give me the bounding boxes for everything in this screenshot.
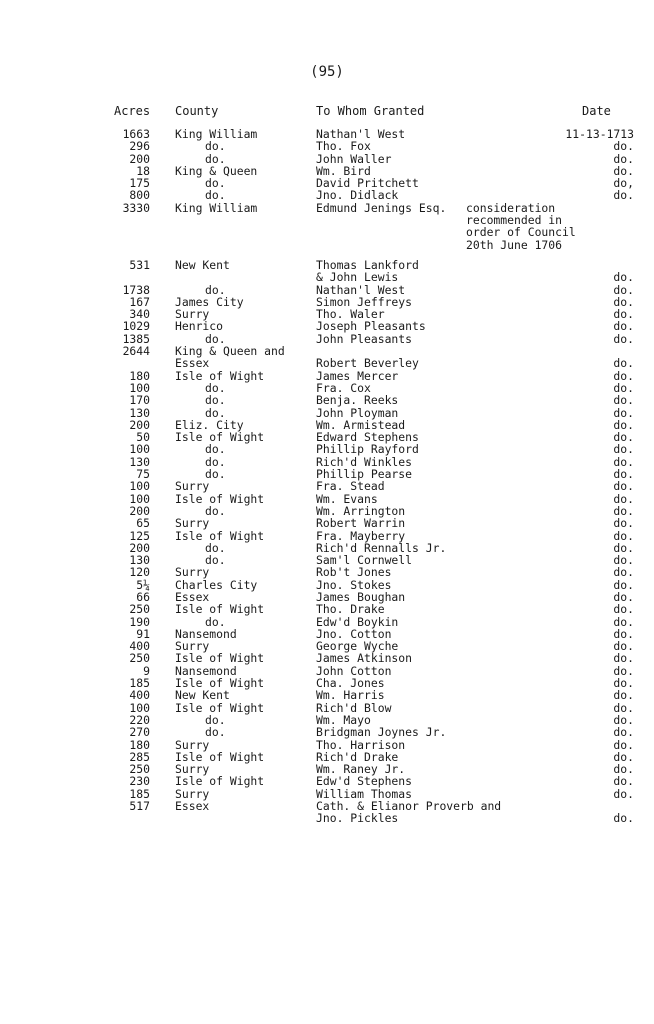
date-cell: do. xyxy=(613,639,634,654)
table-row xyxy=(0,775,654,787)
date-cell: do. xyxy=(613,786,634,801)
grantee-cell: Wm. Bird xyxy=(316,163,371,178)
date-cell: do. xyxy=(613,712,634,727)
county-cell: do. xyxy=(205,540,226,555)
acres-cell: 100 xyxy=(129,479,150,494)
date-cell: do. xyxy=(613,651,634,666)
grantee-cell: Phillip Rayford xyxy=(316,442,419,457)
table-row xyxy=(0,530,654,542)
grantee-cell: Wm. Armistead xyxy=(316,417,406,432)
county-cell: do. xyxy=(205,331,226,346)
date-cell: do. xyxy=(613,393,634,408)
grantee-cell: Rob't Jones xyxy=(316,565,392,580)
table-row xyxy=(0,189,654,201)
grantee-cell: Fra. Cox xyxy=(316,380,371,395)
acres-cell: 3330 xyxy=(122,200,150,215)
header-grantee: To Whom Granted xyxy=(316,104,425,118)
county-cell: Isle of Wight xyxy=(175,602,265,617)
grantee-cell: Robert Warrin xyxy=(316,516,406,531)
date-cell: do. xyxy=(613,577,634,592)
grantee-cell: Robert Beverley xyxy=(316,356,419,371)
county-cell: Isle of Wight xyxy=(175,368,265,383)
grantee-cell: Benja. Reeks xyxy=(316,393,399,408)
county-cell: New Kent xyxy=(175,257,230,272)
county-cell: do. xyxy=(205,614,226,629)
table-row xyxy=(0,726,654,738)
county-cell: do. xyxy=(205,139,226,154)
acres-cell: 100 xyxy=(129,442,150,457)
grantee-cell: Edward Stephens xyxy=(316,430,419,445)
date-cell: do. xyxy=(613,491,634,506)
county-cell: Isle of Wight xyxy=(175,491,265,506)
consideration-note: consideration xyxy=(466,200,556,215)
table-row xyxy=(0,443,654,455)
grantee-cell: Rich'd Rennalls Jr. xyxy=(316,540,447,555)
county-cell: Surry xyxy=(175,762,210,777)
grantee-cell: James Boughan xyxy=(316,589,406,604)
county-cell: do. xyxy=(205,503,226,518)
table-row xyxy=(0,739,654,751)
acres-cell: 190 xyxy=(129,614,150,629)
date-cell: do. xyxy=(613,565,634,580)
acres-cell: 100 xyxy=(129,491,150,506)
date-cell: do. xyxy=(613,700,634,715)
grantee-cell: Edw'd Stephens xyxy=(316,774,413,789)
county-cell: do. xyxy=(205,405,226,420)
county-cell: do. xyxy=(205,151,226,166)
county-cell: Surry xyxy=(175,307,210,322)
acres-cell: 250 xyxy=(129,651,150,666)
date-cell: do. xyxy=(613,467,634,482)
date-cell: do. xyxy=(613,626,634,641)
date-cell: do. xyxy=(613,774,634,789)
date-cell: do. xyxy=(613,319,634,334)
date-cell: do. xyxy=(613,454,634,469)
grantee-cell: Jno. Pickles xyxy=(316,811,399,826)
date-cell: do. xyxy=(613,663,634,678)
acres-cell: 130 xyxy=(129,454,150,469)
acres-cell: 170 xyxy=(129,393,150,408)
header-acres: Acres xyxy=(114,104,151,118)
acres-cell: 180 xyxy=(129,368,150,383)
date-cell: do. xyxy=(613,188,634,203)
date-cell: do. xyxy=(613,282,634,297)
acres-cell: 230 xyxy=(129,774,150,789)
county-cell: Essex xyxy=(175,799,210,814)
date-cell: do. xyxy=(613,553,634,568)
grantee-cell: Nathan'l West xyxy=(316,282,406,297)
grantee-cell: Joseph Pleasants xyxy=(316,319,426,334)
acres-cell: 200 xyxy=(129,417,150,432)
date-cell: do. xyxy=(613,737,634,752)
acres-cell: 250 xyxy=(129,602,150,617)
county-cell: Isle of Wight xyxy=(175,528,265,543)
table-row xyxy=(0,271,654,283)
grantee-cell: John Ployman xyxy=(316,405,399,420)
acres-cell: 1385 xyxy=(122,331,150,346)
acres-cell: 296 xyxy=(129,139,150,154)
table-row xyxy=(0,480,654,492)
header-county: County xyxy=(175,104,219,118)
date-cell: do. xyxy=(613,331,634,346)
county-cell: Essex xyxy=(175,356,210,371)
grantee-cell: Jno. Stokes xyxy=(316,577,392,592)
date-cell: do. xyxy=(613,602,634,617)
acres-cell: 167 xyxy=(129,294,150,309)
county-cell: do. xyxy=(205,553,226,568)
county-cell: do. xyxy=(205,188,226,203)
table-row xyxy=(0,566,654,578)
acres-cell: 75 xyxy=(136,467,150,482)
county-cell: New Kent xyxy=(175,688,230,703)
acres-cell: 185 xyxy=(129,676,150,691)
grantee-cell: Edmund Jenings Esq. xyxy=(316,200,447,215)
county-cell: do. xyxy=(205,454,226,469)
grant-table xyxy=(0,128,654,825)
grantee-cell: Tho. Waler xyxy=(316,307,385,322)
date-cell: do. xyxy=(613,151,634,166)
county-cell: King William xyxy=(175,127,258,141)
county-cell: do. xyxy=(205,712,226,727)
grantee-cell: Bridgman Joynes Jr. xyxy=(316,725,447,740)
table-row xyxy=(0,517,654,529)
acres-cell: 200 xyxy=(129,151,150,166)
grantee-cell: Wm. Mayo xyxy=(316,712,371,727)
acres-cell: 340 xyxy=(129,307,150,322)
date-cell: do. xyxy=(613,688,634,703)
date-cell: do. xyxy=(613,442,634,457)
county-cell: Isle of Wight xyxy=(175,676,265,691)
date-cell: do. xyxy=(613,811,634,826)
acres-cell: 100 xyxy=(129,380,150,395)
acres-cell: 9 xyxy=(143,663,150,678)
date-cell: do. xyxy=(613,417,634,432)
grantee-cell: James Atkinson xyxy=(316,651,413,666)
grantee-cell: George Wyche xyxy=(316,639,399,654)
table-row xyxy=(0,652,654,664)
date-cell: do. xyxy=(613,405,634,420)
table-row xyxy=(0,394,654,406)
grantee-cell: Edw'd Boykin xyxy=(316,614,399,629)
county-cell: Nansemond xyxy=(175,663,237,678)
acres-cell: 18 xyxy=(136,163,150,178)
acres-cell: 65 xyxy=(136,516,150,531)
acres-cell: 175 xyxy=(129,176,150,191)
date-cell: do. xyxy=(613,589,634,604)
acres-cell: 130 xyxy=(129,553,150,568)
grantee-cell: James Mercer xyxy=(316,368,399,383)
grantee-cell: John Waller xyxy=(316,151,392,166)
table-row xyxy=(0,407,654,419)
grantee-cell: Thomas Lankford xyxy=(316,257,419,272)
grantee-cell: Rich'd Blow xyxy=(316,700,392,715)
acres-cell: 5¼ xyxy=(136,577,150,592)
date-cell: do. xyxy=(613,479,634,494)
date-cell: do, xyxy=(613,176,634,191)
grantee-cell: Fra. Stead xyxy=(316,479,385,494)
county-cell: Charles City xyxy=(175,577,258,592)
acres-cell: 220 xyxy=(129,712,150,727)
county-cell: do. xyxy=(205,442,226,457)
county-cell: Isle of Wight xyxy=(175,749,265,764)
grantee-cell: Rich'd Drake xyxy=(316,749,399,764)
county-cell: do. xyxy=(205,380,226,395)
date-cell: do. xyxy=(613,540,634,555)
date-cell: do. xyxy=(613,380,634,395)
county-cell: Surry xyxy=(175,639,210,654)
date-cell: do. xyxy=(613,270,634,285)
acres-cell: 400 xyxy=(129,639,150,654)
grantee-cell: Wm. Raney Jr. xyxy=(316,762,406,777)
grantee-cell: Tho. Fox xyxy=(316,139,371,154)
acres-cell: 1663 xyxy=(122,127,150,141)
county-cell: do. xyxy=(205,725,226,740)
county-cell: Isle of Wight xyxy=(175,651,265,666)
header-date: Date xyxy=(582,104,611,118)
date-cell: do. xyxy=(613,163,634,178)
table-row xyxy=(0,333,654,345)
acres-cell: 200 xyxy=(129,540,150,555)
date-cell: do. xyxy=(613,307,634,322)
table-row xyxy=(0,226,654,238)
table-row xyxy=(0,603,654,615)
acres-cell: 50 xyxy=(136,430,150,445)
date-cell: do. xyxy=(613,430,634,445)
county-cell: Surry xyxy=(175,479,210,494)
table-row xyxy=(0,239,654,251)
acres-cell: 100 xyxy=(129,700,150,715)
grantee-cell: Tho. Drake xyxy=(316,602,385,617)
acres-cell: 517 xyxy=(129,799,150,814)
table-row xyxy=(0,357,654,369)
table-row xyxy=(0,320,654,332)
date-cell: 11-13-1713 xyxy=(565,127,634,141)
county-cell: Eliz. City xyxy=(175,417,244,432)
county-cell: Essex xyxy=(175,589,210,604)
page-number: (95) xyxy=(310,64,344,80)
date-cell: do. xyxy=(613,503,634,518)
acres-cell: 120 xyxy=(129,565,150,580)
acres-cell: 285 xyxy=(129,749,150,764)
acres-cell: 185 xyxy=(129,786,150,801)
acres-cell: 531 xyxy=(129,257,150,272)
table-row xyxy=(0,812,654,824)
grantee-cell: John Cotton xyxy=(316,663,392,678)
acres-cell: 1738 xyxy=(122,282,150,297)
county-cell: Surry xyxy=(175,565,210,580)
grantee-cell: Wm. Evans xyxy=(316,491,378,506)
acres-cell: 91 xyxy=(136,626,150,641)
grantee-cell: John Pleasants xyxy=(316,331,413,346)
acres-cell: 66 xyxy=(136,589,150,604)
county-cell: Isle of Wight xyxy=(175,430,265,445)
county-cell: Isle of Wight xyxy=(175,700,265,715)
acres-cell: 130 xyxy=(129,405,150,420)
grantee-cell: Rich'd Winkles xyxy=(316,454,413,469)
grantee-cell: Jno. Cotton xyxy=(316,626,392,641)
acres-cell: 180 xyxy=(129,737,150,752)
county-cell: King William xyxy=(175,200,258,215)
county-cell: do. xyxy=(205,467,226,482)
table-row xyxy=(0,140,654,152)
date-cell: do. xyxy=(613,676,634,691)
grantee-cell: Tho. Harrison xyxy=(316,737,406,752)
consideration-note: order of Council xyxy=(466,225,576,240)
date-cell: do. xyxy=(613,749,634,764)
county-cell: James City xyxy=(175,294,244,309)
date-cell: do. xyxy=(613,762,634,777)
county-cell: Isle of Wight xyxy=(175,774,265,789)
acres-cell: 2644 xyxy=(122,344,150,359)
grantee-cell: Phillip Pearse xyxy=(316,467,413,482)
date-cell: do. xyxy=(613,294,634,309)
date-cell: do. xyxy=(613,614,634,629)
grantee-cell: Wm. Arrington xyxy=(316,503,406,518)
grantee-cell: William Thomas xyxy=(316,786,413,801)
grantee-cell: Nathan'l West xyxy=(316,127,406,141)
consideration-note: 20th June 1706 xyxy=(466,237,563,252)
acres-cell: 800 xyxy=(129,188,150,203)
date-cell: do. xyxy=(613,528,634,543)
date-cell: do. xyxy=(613,725,634,740)
date-cell: do. xyxy=(613,368,634,383)
acres-cell: 200 xyxy=(129,503,150,518)
grantee-cell: Wm. Harris xyxy=(316,688,385,703)
grantee-cell: Simon Jeffreys xyxy=(316,294,413,309)
grantee-cell: & John Lewis xyxy=(316,270,399,285)
acres-cell: 125 xyxy=(129,528,150,543)
grantee-cell: Fra. Mayberry xyxy=(316,528,406,543)
acres-cell: 250 xyxy=(129,762,150,777)
grantee-cell: Cha. Jones xyxy=(316,676,385,691)
table-row xyxy=(0,284,654,296)
consideration-note: recommended in xyxy=(466,213,563,228)
county-cell: do. xyxy=(205,393,226,408)
acres-cell: 400 xyxy=(129,688,150,703)
date-cell: do. xyxy=(613,139,634,154)
grantee-cell: Cath. & Elianor Proverb and xyxy=(316,799,502,814)
acres-cell: 270 xyxy=(129,725,150,740)
county-cell: do. xyxy=(205,282,226,297)
acres-cell: 1029 xyxy=(122,319,150,334)
county-cell: Nansemond xyxy=(175,626,237,641)
county-cell: King & Queen and xyxy=(175,344,285,359)
grantee-cell: David Pritchett xyxy=(316,176,419,191)
date-cell: do. xyxy=(613,356,634,371)
county-cell: do. xyxy=(205,176,226,191)
county-cell: Surry xyxy=(175,516,210,531)
grantee-cell: Sam'l Cornwell xyxy=(316,553,413,568)
county-cell: King & Queen xyxy=(175,163,258,178)
date-cell: do. xyxy=(613,516,634,531)
county-cell: Surry xyxy=(175,737,210,752)
county-cell: Henrico xyxy=(175,319,224,334)
grantee-cell: Jno. Didlack xyxy=(316,188,399,203)
county-cell: Surry xyxy=(175,786,210,801)
table-row xyxy=(0,689,654,701)
